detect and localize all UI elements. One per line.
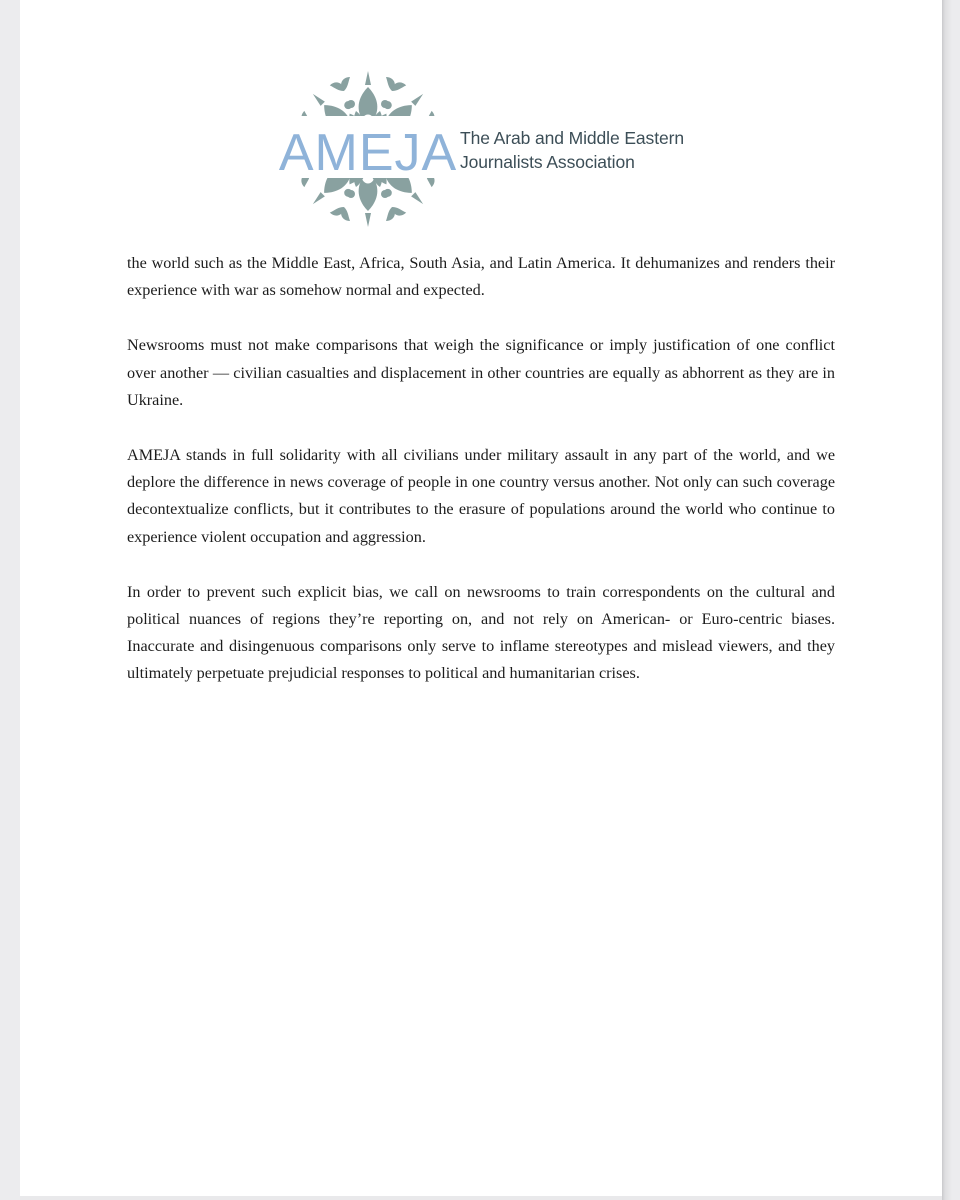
background-left-edge [0, 0, 20, 1200]
ameja-logo [268, 46, 748, 252]
paragraph: AMEJA stands in full solidarity with all civilians under military assault in any part of the world, and we deplore the difference in news coverage of people in one country versus another. Not only can such coverage decontextualize conflicts, but it contributes to the erasure of populations around the world who continue to experience violent occupation and aggression. [127, 446, 835, 546]
paragraph: the world such as the Middle East, Africa, South Asia, and Latin America. It dehumanizes and renders their experience with war as somehow normal and expected. [127, 254, 835, 300]
logo-tagline-line1: The Arab and Middle Eastern [460, 128, 684, 148]
logo-tagline-line2: Journalists Association [460, 152, 635, 172]
arabesque-star-emblem-icon [268, 46, 468, 252]
background-right-edge [942, 0, 960, 1200]
paragraph: Newsrooms must not make comparisons that weigh the significance or imply justification of one conflict over another — civilian casualties and displacement in other countries are equally as abhorrent as they are in Ukraine. [127, 336, 835, 409]
logo-tagline [460, 126, 684, 174]
paragraph: In order to prevent such explicit bias, we call on newsrooms to train correspondents on the cultural and political nuances of regions they’re reporting on, and not rely on American- or Euro-centric biases. Inaccurate and disingenuous comparisons only serve to inflame stereotypes and mislead viewers, and they ultimately perpetuate prejudicial responses to political and humanitarian crises. [127, 582, 835, 683]
statement-body [127, 250, 835, 716]
document-page [20, 0, 942, 1196]
logo-wordmark: AMEJA [278, 124, 458, 182]
